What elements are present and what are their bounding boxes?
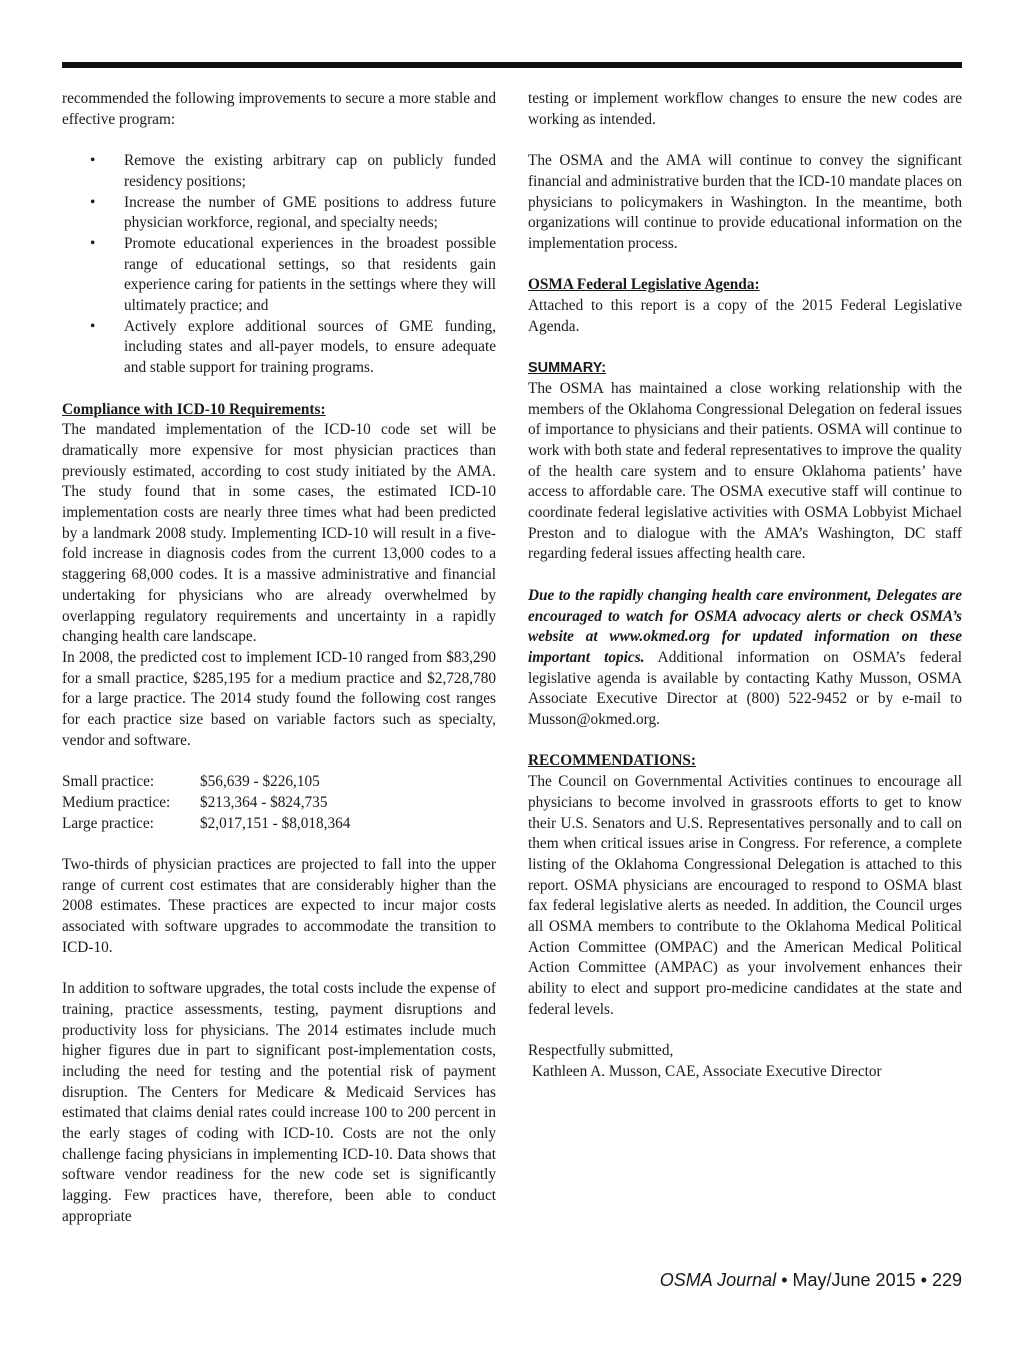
icd-paragraph-2: In 2008, the predicted cost to implement ICD-10 ranged from $83,290 for a small practice, $285,195 for a medium practice and $2,728,780 for a large practice. The 2014 study found the following cost ranges for each practice size based on variable factors such as specialty, vendor and software. bbox=[62, 648, 496, 749]
bullet-icon: • bbox=[90, 234, 96, 252]
footer-separator: • bbox=[920, 1270, 927, 1290]
summary-paragraph: The OSMA has maintained a close working relationship with the members of the Oklahoma Congressional Delegation on federal issues of importance to physicians and their patients. OSMA will continue to work with both state and federal representatives to improve the quality of the health care system and to ensure Oklahoma patients’ have access to affordable care. The OSMA executive staff will continue to coordinate federal legislative activities with OSMA Lobbyist Michael Preston and to dialogue with the AMA’s Washington, DC staff regarding federal issues affecting health care. bbox=[528, 379, 962, 563]
left-column bbox=[62, 89, 496, 1228]
cost-label: Medium practice: bbox=[62, 793, 171, 811]
cost-value: $213,364 - $824,735 bbox=[200, 793, 328, 811]
cost-label: Small practice: bbox=[62, 773, 155, 791]
advocacy-note bbox=[528, 586, 962, 731]
recommendations-heading: RECOMMENDATIONS: bbox=[528, 752, 696, 770]
cost-value: $56,639 - $226,105 bbox=[200, 773, 320, 791]
intro-paragraph: recommended the following improvements to secure a more stable and effective program: bbox=[62, 90, 496, 128]
list-item: • Promote educational experiences in the broadest possible range of educational settings, so that residents gain experience caring for patients in the settings where they will ultimately practice; and bbox=[90, 234, 496, 315]
recommendations-paragraph: The Council on Governmental Activities continues to encourage all physicians to become involved in grassroots efforts to get to know their U.S. Senators and U.S. Representatives personally and to call on them when critical issues arise in Congress. For reference, a complete listing of the Oklahoma Congressional Delegation is attached to this report. OSMA physicians are encouraged to respond to OSMA blast fax federal legislative alerts as needed. In addition, the Council urges all OSMA members to contribute to the Oklahoma Medical Political Action Committee (OMPAC) and the American Medical Political Action Committee (AMPAC) as your involvement enhances their ability to elect and support pro-medicine candidates at the state and federal levels. bbox=[528, 773, 962, 1018]
icd-paragraph-1: The mandated implementation of the ICD-10 code set will be dramatically more expensive for most physician practices than previously estimated, according to cost study initiated by the AMA. The study found that in some cases, the estimated ICD-10 implementation costs are nearly three times what had been predicted by a landmark 2008 study. Implementing ICD-10 will result in a five-fold increase in diagnosis codes from the current 13,000 codes to a staggering 68,000 codes. It is a massive administrative and financial undertaking for physicians who are already overwhelmed by overlapping regulatory requirements and uncertainty in a rapidly changing health care landscape. bbox=[62, 421, 496, 646]
footer-separator: • bbox=[781, 1270, 788, 1290]
gme-bullet-list bbox=[62, 151, 496, 379]
cost-value: $2,017,151 - $8,018,364 bbox=[200, 814, 351, 832]
advocacy-note-emphasis: Due to the rapidly changing health care environment, Delegates are encouraged to watch for OSMA advocacy alerts or check OSMA’s website at www.okmed.org for updated information on these important topics. bbox=[528, 586, 962, 666]
journal-name: OSMA Journal bbox=[659, 1270, 777, 1290]
cost-row-small bbox=[62, 772, 496, 793]
cost-label: Large practice: bbox=[62, 814, 154, 832]
bullet-icon: • bbox=[90, 152, 96, 170]
cost-table bbox=[62, 772, 496, 834]
page-number: 229 bbox=[931, 1270, 962, 1290]
agenda-heading: OSMA Federal Legislative Agenda: bbox=[528, 276, 760, 294]
advocacy-note-text: Additional information on OSMA’s federal legislative agenda is available by contacting Kathy Musson, OSMA Associate Executive Director at (800) 522-9452 or by e-mail to Musson@okmed.org. bbox=[528, 648, 962, 729]
list-item: • Remove the existing arbitrary cap on publicly funded residency positions; bbox=[90, 152, 496, 190]
right-column bbox=[528, 89, 962, 1083]
closing-line: Respectfully submitted, bbox=[528, 1042, 674, 1060]
list-item: • Increase the number of GME positions to address future physician workforce, regional, and specialty needs; bbox=[90, 193, 496, 232]
top-rule bbox=[62, 62, 962, 68]
burden-paragraph: The OSMA and the AMA will continue to convey the significant financial and administrative burden that the ICD-10 mandate places on physicians to policymakers in Washington. In the meantime, both organizations will continue to provide educational information on the implementation process. bbox=[528, 152, 962, 252]
page-footer bbox=[660, 1270, 962, 1291]
list-item: • Actively explore additional sources of GME funding, including states and all-payer models, to ensure adequate and stable support for training programs. bbox=[90, 317, 496, 377]
cost-row-medium bbox=[62, 793, 496, 814]
continuation-paragraph: testing or implement workflow changes to ensure the new codes are working as intended. bbox=[528, 90, 962, 128]
signature-line: Kathleen A. Musson, CAE, Associate Executive Director bbox=[532, 1062, 882, 1080]
issue-date: May/June 2015 bbox=[792, 1270, 916, 1290]
summary-heading: SUMMARY: bbox=[528, 360, 607, 377]
agenda-paragraph: Attached to this report is a copy of the 2015 Federal Legislative Agenda. bbox=[528, 297, 962, 335]
icd-heading: Compliance with ICD-10 Requirements: bbox=[62, 400, 326, 418]
cost-row-large bbox=[62, 814, 496, 835]
bullet-icon: • bbox=[90, 193, 96, 211]
icd-paragraph-3: Two-thirds of physician practices are projected to fall into the upper range of current cost estimates that are considerably higher than the 2008 estimates. These practices are expected to incur major costs associated with software upgrades to accommodate the transition to ICD-10. bbox=[62, 855, 496, 956]
bullet-icon: • bbox=[90, 317, 96, 335]
icd-paragraph-4: In addition to software upgrades, the total costs include the expense of training, practice assessments, testing, payment disruptions and productivity loss for physicians. The 2014 estimates include much higher figures due in part to significant post-implementation costs, including the need for testing and the potential risk of payment disruption. The Centers for Medicare & Medicaid Services has estimated that claims denial rates could increase 100 to 200 percent in the early stages of coding with ICD-10. Costs are not the only challenge facing physicians in implementing ICD-10. Data shows that software vendor readiness for the new code set is significantly lagging. Few practices have, therefore, been able to conduct appropriate bbox=[62, 980, 496, 1225]
